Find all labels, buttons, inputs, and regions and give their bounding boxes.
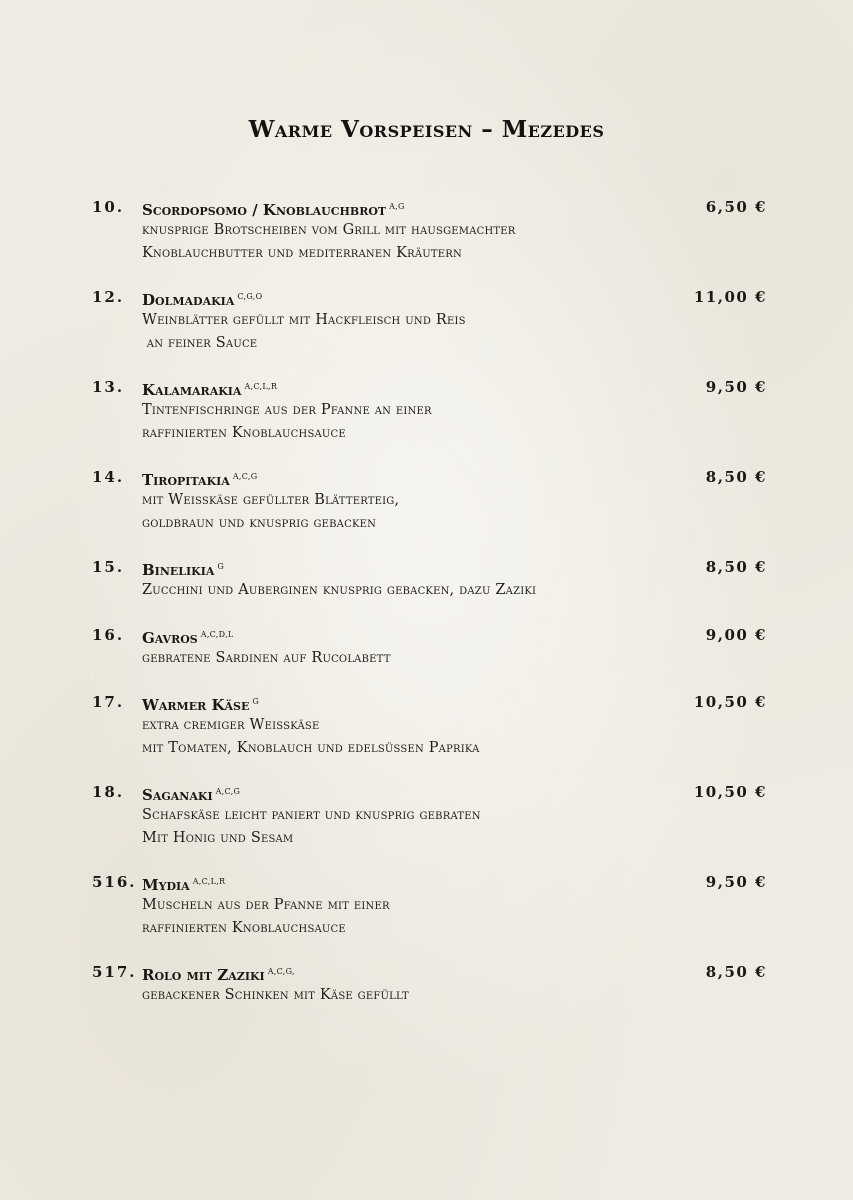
item-name <box>142 625 234 648</box>
item-number: 15. <box>92 558 125 576</box>
item-name <box>142 782 240 805</box>
item-description <box>142 219 516 264</box>
item-description-line: mit Tomaten, Knoblauch und edelsüssen Paprika <box>142 739 480 756</box>
item-description <box>142 804 481 849</box>
item-description-line: gebratene Sardinen auf Rucolabett <box>142 650 391 666</box>
item-description-line: gebackener Schinken mit Käse gefüllt <box>142 987 409 1003</box>
item-allergens: A,C,G, <box>267 967 295 976</box>
item-description <box>142 489 399 534</box>
item-description-line: knusprige Brotscheiben vom Grill mit hausgemachter <box>142 222 516 238</box>
item-description <box>142 984 409 1007</box>
item-name <box>142 197 405 220</box>
item-name-text: Rolo mit Zaziki <box>142 966 265 984</box>
item-description-line: Schafskäse leicht paniert und knusprig gebraten <box>142 807 481 823</box>
item-description-line: Zucchini und Auberginen knusprig gebacken, dazu Zaziki <box>142 582 537 598</box>
item-allergens: G <box>252 697 260 706</box>
item-description <box>142 714 480 759</box>
item-allergens: A,C,D,L <box>200 630 234 639</box>
item-price: 11,00 € <box>693 288 767 306</box>
item-description <box>142 647 391 670</box>
item-name <box>142 467 257 490</box>
item-description-line: Mit Honig und Sesam <box>142 829 294 846</box>
item-price: 9,50 € <box>705 873 767 891</box>
item-description-line: goldbraun und knusprig gebacken <box>142 514 377 531</box>
item-description <box>142 399 432 444</box>
item-description <box>142 894 390 939</box>
item-name-text: Scordopsomo / Knoblauchbrot <box>142 201 387 219</box>
item-number: 16. <box>92 626 125 644</box>
item-name <box>142 692 259 715</box>
item-description-line: raffinierten Knoblauchsauce <box>142 424 346 441</box>
item-name <box>142 287 262 310</box>
item-description-line: extra cremiger Weisskäse <box>142 717 320 733</box>
item-name <box>142 557 224 580</box>
item-name-text: Warmer Käse <box>142 696 250 714</box>
item-price: 8,50 € <box>705 468 767 486</box>
item-name-text: Tiropitakia <box>142 471 230 489</box>
item-allergens: A,C,L,R <box>192 877 226 886</box>
item-description-line: an feiner Sauce <box>142 334 258 351</box>
item-number: 12. <box>92 288 125 306</box>
item-description-line: mit Weisskäse gefüllter Blätterteig, <box>142 492 400 508</box>
item-name-text: Binelikia <box>142 561 215 579</box>
item-number: 14. <box>92 468 125 486</box>
item-description-line: raffinierten Knoblauchsauce <box>142 919 346 936</box>
item-allergens: A,G <box>389 202 405 211</box>
item-description-line: Tintenfischringe aus der Pfanne an einer <box>142 402 432 418</box>
item-number: 516. <box>92 873 137 891</box>
item-description-line: Knoblauchbutter und mediterranen Kräutern <box>142 244 462 261</box>
item-name <box>142 377 277 400</box>
item-price: 8,50 € <box>705 558 767 576</box>
item-number: 17. <box>92 693 125 711</box>
item-allergens: C,G,O <box>237 292 263 301</box>
item-number: 517. <box>92 963 137 981</box>
item-number: 18. <box>92 783 125 801</box>
item-description <box>142 309 466 354</box>
item-name-text: Dolmadakia <box>142 291 235 309</box>
menu-title: Warme Vorspeisen – Mezedes <box>248 116 605 143</box>
item-price: 6,50 € <box>705 198 767 216</box>
item-name-text: Gavros <box>142 629 198 647</box>
item-number: 10. <box>92 198 125 216</box>
item-name-text: Saganaki <box>142 786 213 804</box>
item-name-text: Kalamarakia <box>142 381 242 399</box>
item-allergens: G <box>217 562 225 571</box>
item-number: 13. <box>92 378 125 396</box>
item-name-text: Mydia <box>142 876 190 894</box>
item-price: 9,00 € <box>705 626 767 644</box>
item-description-line: Muscheln aus der Pfanne mit einer <box>142 897 390 913</box>
item-allergens: A,C,L,R <box>244 382 278 391</box>
item-allergens: A,C,G <box>215 787 241 796</box>
item-allergens: A,C,G <box>232 472 258 481</box>
item-description-line: Weinblätter gefüllt mit Hackfleisch und Reis <box>142 312 466 328</box>
item-price: 10,50 € <box>693 693 767 711</box>
item-price: 8,50 € <box>705 963 767 981</box>
item-description <box>142 579 536 602</box>
item-name <box>142 872 225 895</box>
item-price: 9,50 € <box>705 378 767 396</box>
item-name <box>142 962 295 985</box>
item-price: 10,50 € <box>693 783 767 801</box>
